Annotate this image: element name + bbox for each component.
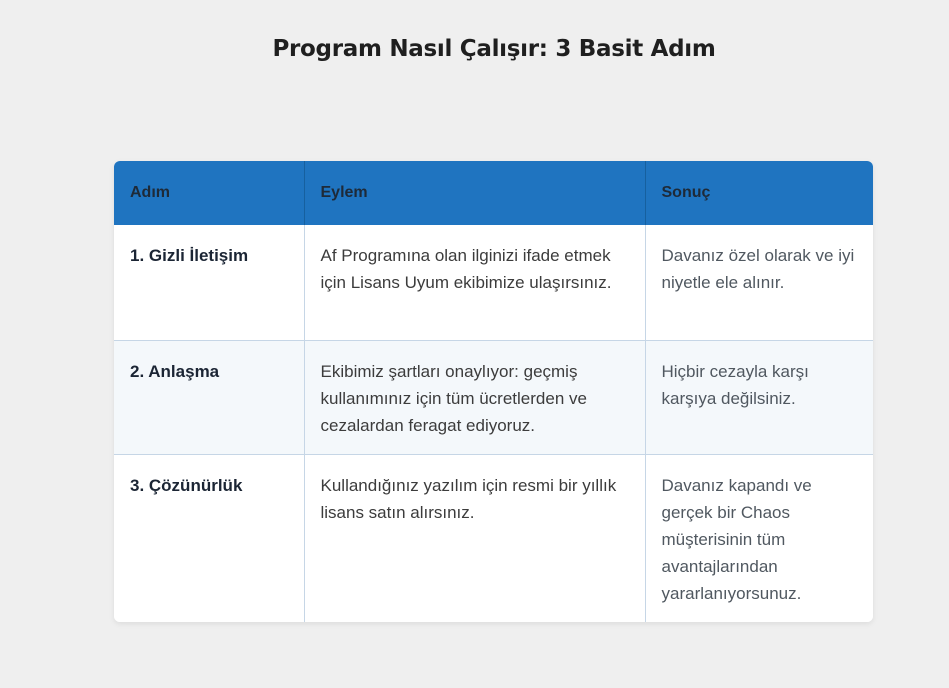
result-cell: Davanız kapandı ve gerçek bir Chaos müşterisinin tüm avantajlarından yararlanıyorsunuz.	[645, 454, 873, 622]
table-row	[114, 454, 873, 622]
step-cell: 1. Gizli İletişim	[114, 225, 304, 340]
page-title: Program Nasıl Çalışır: 3 Basit Adım	[272, 36, 716, 62]
steps-table-container	[114, 161, 873, 622]
header-action: Eylem	[304, 161, 645, 225]
table-row	[114, 225, 873, 340]
result-cell: Hiçbir cezayla karşı karşıya değilsiniz.	[645, 340, 873, 454]
action-cell: Ekibimiz şartları onaylıyor: geçmiş kullanımınız için tüm ücretlerden ve cezalardan feragat ediyoruz.	[304, 340, 645, 454]
table-header-row	[114, 161, 873, 225]
action-cell: Kullandığınız yazılım için resmi bir yıllık lisans satın alırsınız.	[304, 454, 645, 622]
step-cell: 3. Çözünürlük	[114, 454, 304, 622]
action-cell: Af Programına olan ilginizi ifade etmek için Lisans Uyum ekibimize ulaşırsınız.	[304, 225, 645, 340]
result-cell: Davanız özel olarak ve iyi niyetle ele alınır.	[645, 225, 873, 340]
header-result: Sonuç	[645, 161, 873, 225]
table-row	[114, 340, 873, 454]
steps-table	[114, 161, 873, 622]
step-cell: 2. Anlaşma	[114, 340, 304, 454]
header-step: Adım	[114, 161, 304, 225]
